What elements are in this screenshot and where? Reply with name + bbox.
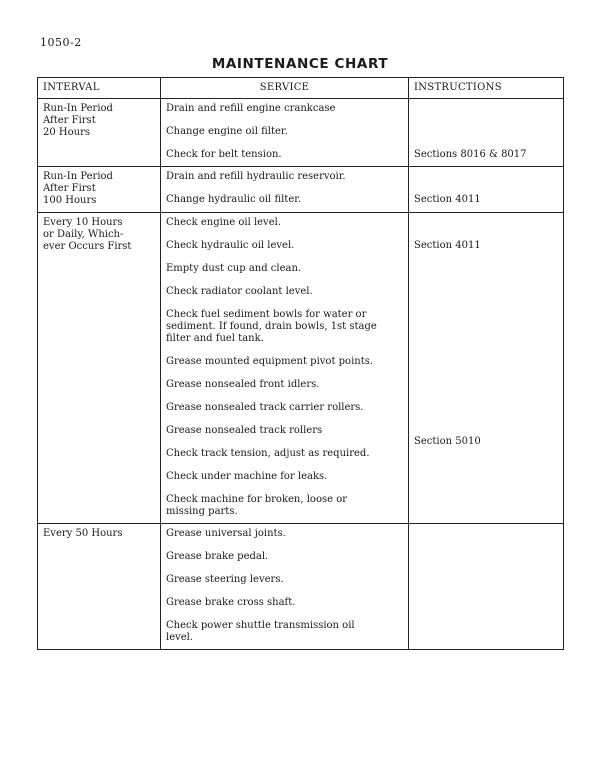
instruction-item: Section 4011 bbox=[414, 194, 481, 205]
instruction-item bbox=[414, 390, 558, 402]
table-row bbox=[38, 99, 564, 167]
service-item: Check power shuttle transmission oil level. bbox=[166, 620, 355, 643]
instruction-item bbox=[414, 597, 558, 609]
service-item: Grease nonsealed track rollers bbox=[166, 425, 323, 436]
interval-cell: Run-In Period After First 100 Hours bbox=[38, 167, 161, 213]
service-item: Grease brake cross shaft. bbox=[166, 597, 296, 608]
service-item: Drain and refill engine crankcase bbox=[166, 103, 336, 114]
service-item: Check radiator coolant level. bbox=[166, 286, 313, 297]
service-item: Grease brake pedal. bbox=[166, 551, 269, 562]
service-item: Drain and refill hydraulic reservoir. bbox=[166, 171, 346, 182]
service-item: Check for belt tension. bbox=[166, 149, 282, 160]
service-item: Grease mounted equipment pivot points. bbox=[166, 356, 374, 367]
chart-title: MAINTENANCE CHART bbox=[211, 56, 389, 72]
service-item: Grease steering levers. bbox=[166, 574, 284, 585]
service-item: Change hydraulic oil filter. bbox=[166, 194, 302, 205]
service-item: Change engine oil filter. bbox=[166, 126, 288, 137]
instruction-item bbox=[414, 286, 558, 298]
instruction-item bbox=[414, 103, 558, 115]
instruction-item bbox=[414, 413, 558, 425]
instruction-item bbox=[414, 171, 558, 183]
instructions-cell bbox=[409, 167, 564, 213]
interval-cell: Every 50 Hours bbox=[38, 524, 161, 650]
table-row bbox=[38, 213, 564, 524]
service-item: Grease nonsealed track carrier rollers. bbox=[166, 402, 364, 413]
service-item: Check hydraulic oil level. bbox=[166, 240, 295, 251]
service-item: Check track tension, adjust as required. bbox=[166, 448, 370, 459]
maintenance-table bbox=[37, 77, 564, 650]
instructions-cell bbox=[409, 213, 564, 524]
service-cell bbox=[161, 213, 409, 524]
instruction-item: Section 4011 bbox=[414, 240, 481, 251]
service-item: Check machine for broken, loose or missing parts. bbox=[166, 494, 347, 517]
instruction-item bbox=[414, 551, 558, 563]
instruction-item bbox=[414, 482, 558, 494]
service-cell bbox=[161, 99, 409, 167]
service-header: SERVICE bbox=[161, 78, 409, 99]
instruction-item bbox=[414, 459, 558, 471]
instructions-header: INSTRUCTIONS bbox=[409, 78, 564, 99]
header-row bbox=[38, 78, 564, 99]
service-item: Check fuel sediment bowls for water or sediment. If found, drain bowls, 1st stage filter and fuel tank. bbox=[166, 309, 377, 344]
instruction-item bbox=[414, 126, 558, 138]
service-item: Grease universal joints. bbox=[166, 528, 286, 539]
instruction-item bbox=[414, 367, 558, 379]
instructions-cell bbox=[409, 524, 564, 650]
page-number: 1050-2 bbox=[40, 36, 82, 49]
service-item: Grease nonsealed front idlers. bbox=[166, 379, 320, 390]
instructions-cell bbox=[409, 99, 564, 167]
instruction-item bbox=[414, 620, 558, 632]
table-row bbox=[38, 167, 564, 213]
service-item: Check under machine for leaks. bbox=[166, 471, 328, 482]
service-item: Check engine oil level. bbox=[166, 217, 281, 228]
instruction-item bbox=[414, 574, 558, 586]
service-cell bbox=[161, 524, 409, 650]
instruction-item bbox=[414, 528, 558, 540]
service-item: Empty dust cup and clean. bbox=[166, 263, 302, 274]
interval-header: INTERVAL bbox=[38, 78, 161, 99]
instruction-item: Sections 8016 & 8017 bbox=[414, 149, 527, 160]
table-row bbox=[38, 524, 564, 650]
interval-cell: Every 10 Hours or Daily, Which- ever Occurs First bbox=[38, 213, 161, 524]
instruction-item bbox=[414, 309, 558, 333]
service-cell bbox=[161, 167, 409, 213]
instruction-item bbox=[414, 263, 558, 275]
instruction-item: Section 5010 bbox=[414, 436, 481, 447]
instruction-item bbox=[414, 217, 558, 229]
interval-cell: Run-In Period After First 20 Hours bbox=[38, 99, 161, 167]
instruction-item bbox=[414, 344, 558, 356]
